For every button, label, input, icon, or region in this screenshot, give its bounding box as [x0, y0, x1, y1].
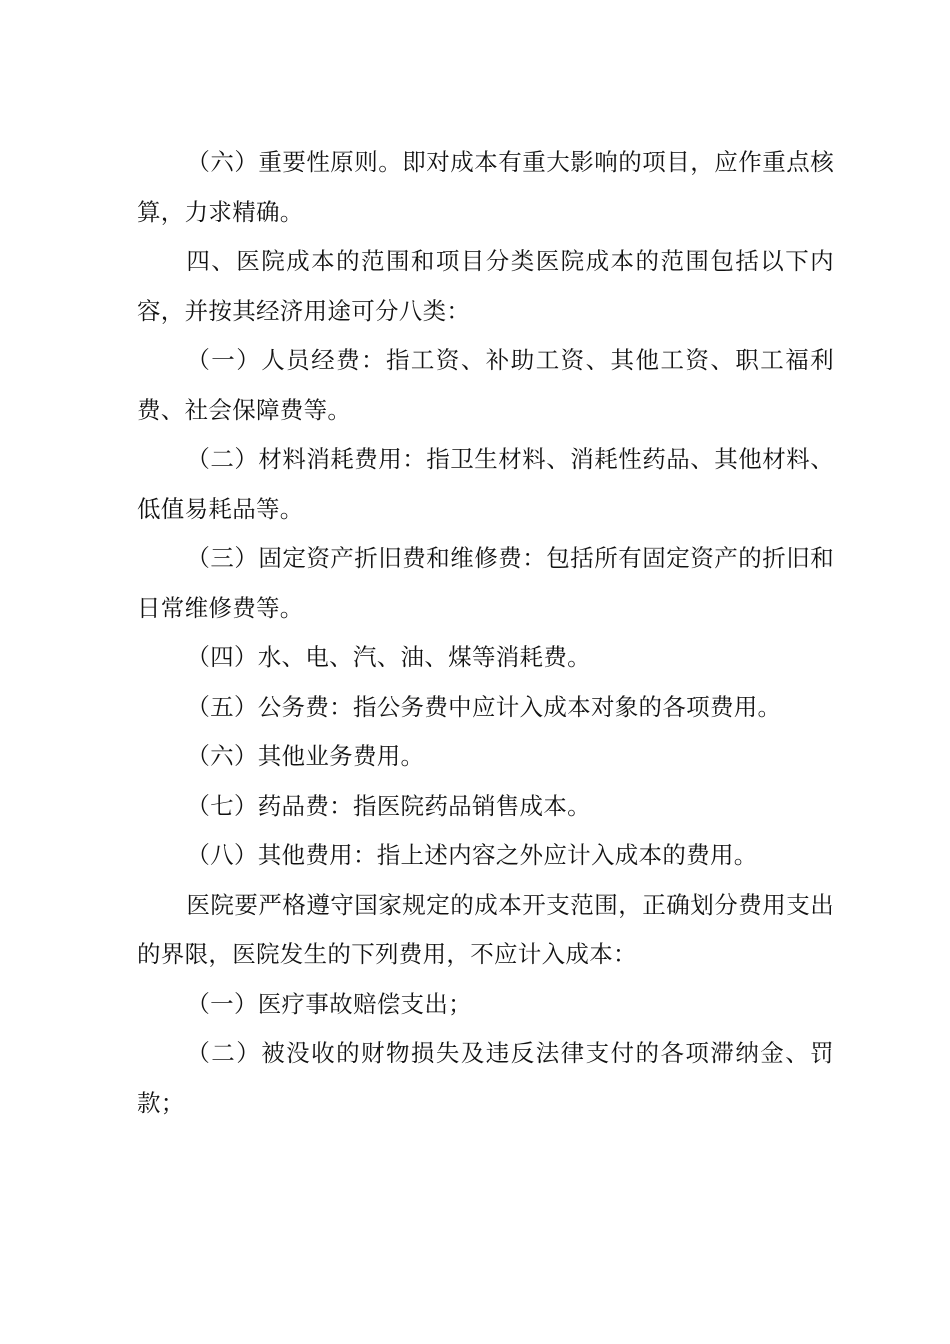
paragraph-cost-item-7: （七）药品费：指医院药品销售成本。 [186, 791, 591, 820]
paragraph-exclusion-intro: 医院要严格遵守国家规定的成本开支范围，正确划分费用支出的界限，医院发生的下列费用，不应计入成本： [137, 890, 834, 968]
paragraph-cost-item-2: （二）材料消耗费用：指卫生材料、消耗性药品、其他材料、低值易耗品等。 [137, 445, 834, 523]
paragraph-section-four-heading: 四、医院成本的范围和项目分类医院成本的范围包括以下内容，并按其经济用途可分八类： [137, 247, 834, 325]
paragraph-cost-item-5: （五）公务费：指公务费中应计入成本对象的各项费用。 [186, 692, 782, 721]
paragraph-cost-item-6: （六）其他业务费用。 [186, 742, 425, 770]
paragraph-cost-item-1: （一）人员经费：指工资、补助工资、其他工资、职工福利费、社会保障费等。 [137, 346, 834, 424]
paragraph-cost-item-4: （四）水、电、汽、油、煤等消耗费。 [186, 643, 591, 671]
paragraph-exclusion-item-2: （二）被没收的财物损失及违反法律支付的各项滞纳金、罚款； [137, 1039, 834, 1117]
paragraph-principle-six: （六）重要性原则。即对成本有重大影响的项目，应作重点核算，力求精确。 [137, 148, 834, 226]
paragraph-cost-item-3: （三）固定资产折旧费和维修费：包括所有固定资产的折旧和日常维修费等。 [137, 544, 834, 622]
paragraph-cost-item-8: （八）其他费用：指上述内容之外应计入成本的费用。 [186, 841, 758, 869]
paragraph-exclusion-item-1: （一）医疗事故赔偿支出； [186, 989, 472, 1018]
document-body [137, 138, 834, 1128]
